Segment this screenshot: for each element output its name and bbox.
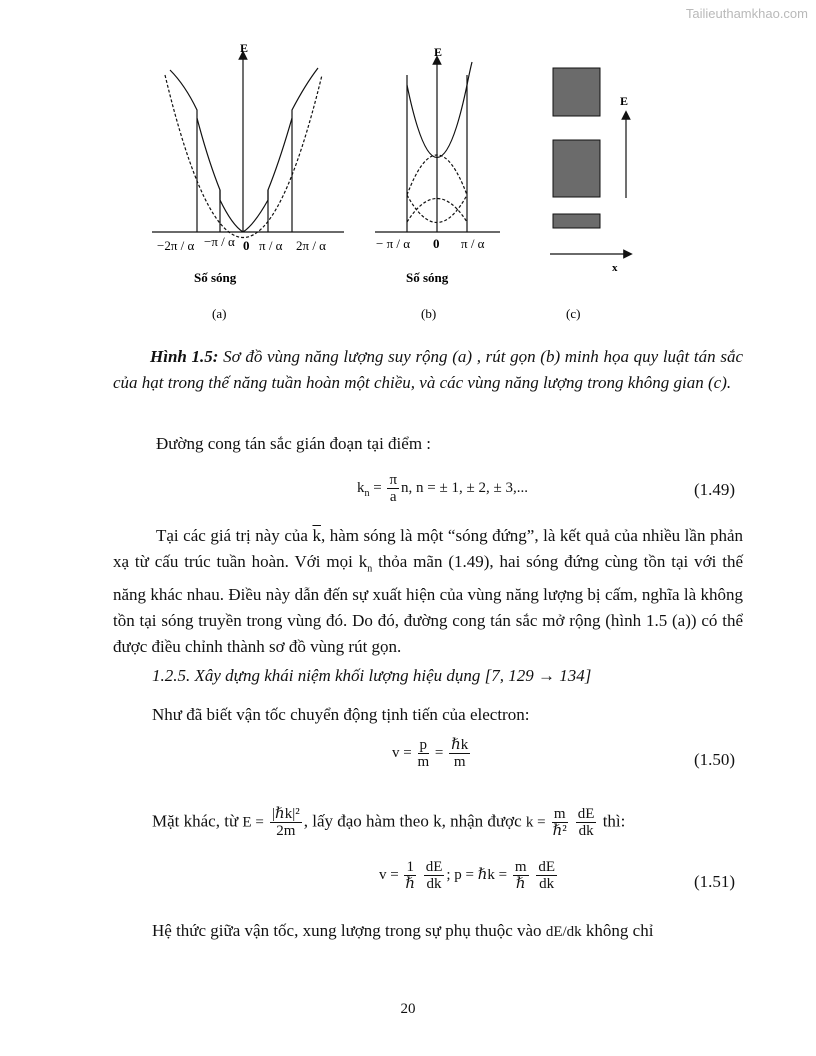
panel-b-plot — [375, 60, 500, 232]
panel-c-label: (c) — [566, 306, 581, 321]
caption-lead: Hình 1.5: — [150, 347, 219, 366]
figure-caption — [113, 344, 743, 396]
equation-number-1-49: (1.49) — [694, 480, 736, 499]
paragraph-1-text: Đường cong tán sắc gián đoạn tại điểm : — [156, 434, 432, 453]
panel-a-e-label: E — [240, 41, 249, 55]
paragraph-discontinuity — [113, 431, 743, 457]
panel-b-tick-1: − π / α — [376, 236, 411, 251]
panel-a-tick-3: 0 — [243, 238, 250, 253]
paragraph-velocity: Như đã biết vận tốc chuyển động tịnh tiến của electron: — [152, 705, 530, 724]
equation-1-50: v = $\frac{p}{m}$ = $\frac{\text{ℏk}}{m}$ — [392, 737, 469, 770]
section-heading: 1.2.5. Xây dựng khái niệm khối lượng hiệu dụng [7, 129 → 134] — [152, 666, 592, 685]
panel-a-label: (a) — [212, 306, 227, 321]
equation-1-49: $k_n$ = $\frac{\pi}{a}$ n, n = ± 1, ± 2, ± 3,... — [357, 472, 528, 505]
panel-a-plot — [152, 55, 344, 238]
panel-b-tick-2: 0 — [433, 236, 440, 251]
equation-1-51: v = $\frac{1}{\text{ℏ}}$ $\frac{dE}{dk}$ ; p = ℏk = $\frac{m}{\text{ℏ}}$ $\frac{dE}{dk}$ — [379, 859, 555, 892]
panel-b-e-label: E — [434, 45, 443, 59]
panel-b-tick-3: π / α — [461, 236, 485, 251]
paragraph-standing-wave: Tại các giá trị này của $\overline{k}$, hàm sóng là một “sóng đứng”, là kết quả của nhiều lần phản xạ từ cấu trúc tuần hoàn. Với mọi $k_n$ thỏa mãn (1.49), hai sóng đứng cùng tồn tại với thế năng khác nhau. Điều này dẫn đến sự xuất hiện của vùng năng lượng bị cấm, nghĩa là không tồn tại sóng truyền trong vùng đó. Do đó, đường cong tán sắc mở rộng (hình 1.5 (a)) có thể được điều chỉnh thành sơ đồ vùng rút gọn. — [113, 526, 744, 657]
panel-a-tick-5: 2π / α — [296, 238, 326, 253]
panel-c-e-label: E — [620, 94, 629, 108]
panel-a-tick-1: −2π / α — [157, 238, 195, 253]
panel-b-label: (b) — [421, 306, 437, 321]
page-number: 20 — [400, 1001, 416, 1017]
panel-c-plot — [550, 68, 628, 254]
panel-a-tick-4: π / α — [259, 238, 283, 253]
figure-band-diagrams — [0, 0, 816, 330]
equation-number-1-51: (1.51) — [694, 872, 736, 891]
paragraph-relation: Hệ thức giữa vận tốc, xung lượng trong sự phụ thuộc vào dE/dk không chỉ — [152, 921, 654, 940]
caption-text: Sơ đồ vùng năng lượng suy rộng (a) , rút gọn (b) minh họa quy luật tán sắc của hạt trong thế năng tuần hoàn một chiều, và các vùng năng lượng trong không gian (c). — [113, 347, 743, 392]
panel-c-x-label: x — [612, 262, 618, 274]
panel-a-xlabel: Số sóng — [194, 270, 237, 285]
watermark: Tailieuthamkhao.com — [685, 6, 808, 21]
paragraph-derivative: Mặt khác, từ E = $\frac{\text{|ℏk|²}}{2m}$ , lấy đạo hàm theo k, nhận được k = $\frac{m}{\text{ℏ²}}$ $\frac{dE}{dk}$ thì: — [152, 806, 626, 839]
equation-number-1-50: (1.50) — [694, 750, 736, 769]
panel-b-xlabel: Số sóng — [406, 270, 449, 285]
panel-a-tick-2: −π / α — [204, 234, 235, 249]
